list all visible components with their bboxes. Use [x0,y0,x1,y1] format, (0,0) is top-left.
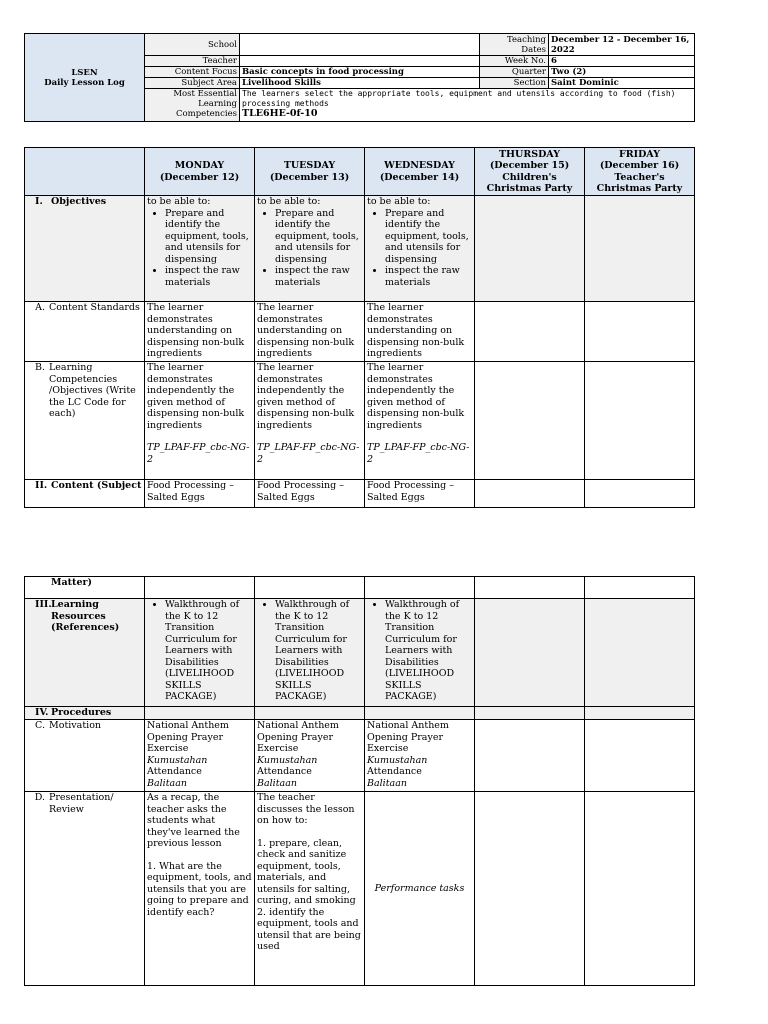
daily-lesson-log-title: Daily Lesson Log [44,77,125,88]
motivation-label: Motivation [49,720,102,731]
content-standards-friday [585,302,695,362]
procedures-thursday [475,707,585,720]
objectives-tuesday: to be able to: • Prepare and identify the equipment, tools, and utensils for dispensing • inspect the raw materials [255,196,365,302]
resources-wednesday: • Walkthrough of the K to 12 Transition Curriculum for Learners with Disabilities (LIVELIHOOD SKILLS PACKAGE) [365,599,475,707]
content-standards-thursday [475,302,585,362]
mec-label-line2: Learning [198,99,237,109]
content-tuesday: Food Processing – Salted Eggs [255,480,365,508]
quarter-label: Quarter [480,67,549,78]
presentation-tuesday: The teacher discusses the lesson on how to: 1. prepare, clean, check and sanitize equipment, tools, materials, and utensils for salting, curing, and smoking 2. identify the equipment, tools and utensil that are being used [255,792,365,986]
content-friday [585,480,695,508]
motivation-wednesday: National Anthem Opening Prayer Exercise Kumustahan Attendance Balitaan [365,720,475,792]
learning-competencies-label: Learning Competencies /Objectives (Write the LC Code for each) [49,362,136,419]
content-label-continued: Matter) [25,577,145,599]
day-header-friday: FRIDAY (December 16) Teacher's Christmas Party [585,148,695,196]
objectives-monday: to be able to: • Prepare and identify the equipment, tools, and utensils for dispensing • inspect the raw materials [145,196,255,302]
learning-competencies-tuesday: The learner demonstrates independently the given method of dispensing non-bulk ingredients TP_LPAF-FP_cbc-NG-2 [255,362,365,480]
objectives-wednesday: to be able to: • Prepare and identify the equipment, tools, and utensils for dispensing • inspect the raw materials [365,196,475,302]
learning-competencies-monday: The learner demonstrates independently the given method of dispensing non-bulk ingredients TP_LPAF-FP_cbc-NG-2 [145,362,255,480]
teacher-value [240,56,480,67]
motivation-tuesday: National Anthem Opening Prayer Exercise Kumustahan Attendance Balitaan [255,720,365,792]
objectives-thursday [475,196,585,302]
mec-code: TLE6HE-0f-10 [242,108,318,119]
content-standards-label-cell: A. Content Standards [25,302,145,362]
motivation-monday: National Anthem Opening Prayer Exercise Kumustahan Attendance Balitaan [145,720,255,792]
lesson-table-page-1 [24,147,695,508]
content-thursday [475,480,585,508]
corner-cell [25,148,145,196]
objectives-friday [585,196,695,302]
week-label: Week No. [480,56,549,67]
section-value: Saint Dominic [549,78,695,89]
content-cont-monday [145,577,255,599]
day-header-tuesday: TUESDAY (December 13) [255,148,365,196]
procedures-tuesday [255,707,365,720]
section-label: Section [480,78,549,89]
presentation-label: Presentation/ Review [49,792,114,815]
content-label: Content (Subject [51,480,142,491]
header-table [24,33,695,122]
teaching-dates-label: Teaching Dates [480,34,549,56]
lesson-table-page-2 [24,576,695,986]
resources-friday [585,599,695,707]
content-standards-tuesday: The learner demonstrates understanding on dispensing non-bulk ingredients [255,302,365,362]
mec-label-line1: Most Essential [173,89,237,99]
lsen-title-cell [25,34,145,122]
learning-competencies-wednesday: The learner demonstrates independently the given method of dispensing non-bulk ingredients TP_LPAF-FP_cbc-NG-2 [365,362,475,480]
content-monday: Food Processing – Salted Eggs [145,480,255,508]
resources-label-cell: III. Learning Resources (References) [25,599,145,707]
resources-tuesday: • Walkthrough of the K to 12 Transition Curriculum for Learners with Disabilities (LIVELIHOOD SKILLS PACKAGE) [255,599,365,707]
learning-competencies-thursday [475,362,585,480]
lsen-title: LSEN [71,67,98,78]
presentation-thursday [475,792,585,986]
day-header-wednesday: WEDNESDAY (December 14) [365,148,475,196]
mec-value: The learners select the appropriate tools, equipment and utensils according to food (fish) processing methods [242,89,676,108]
school-label: School [145,34,240,56]
presentation-wednesday: Performance tasks [365,792,475,986]
content-cont-tuesday [255,577,365,599]
objectives-label-cell: I. Objectives [25,196,145,302]
procedures-wednesday [365,707,475,720]
learning-competencies-friday [585,362,695,480]
motivation-friday [585,720,695,792]
content-wednesday: Food Processing – Salted Eggs [365,480,475,508]
content-cont-wednesday [365,577,475,599]
motivation-label-cell: C. Motivation [25,720,145,792]
procedures-friday [585,707,695,720]
procedures-label-cell: IV. Procedures [25,707,145,720]
motivation-thursday [475,720,585,792]
presentation-label-cell: D. Presentation/ Review [25,792,145,986]
content-focus-label: Content Focus [145,67,240,78]
learning-competencies-label-cell: B. Learning Competencies /Objectives (Write the LC Code for each) [25,362,145,480]
mec-label [145,89,240,122]
resources-monday: • Walkthrough of the K to 12 Transition Curriculum for Learners with Disabilities (LIVELIHOOD SKILLS PACKAGE) [145,599,255,707]
school-value [240,34,480,56]
procedures-monday [145,707,255,720]
content-standards-monday: The learner demonstrates understanding on dispensing non-bulk ingredients [145,302,255,362]
teacher-label: Teacher [145,56,240,67]
objectives-label: Objectives [51,196,107,207]
presentation-monday: As a recap, the teacher asks the students what they've learned the previous lesson 1. What are the equipment, tools, and utensils that you are going to prepare and identify each? [145,792,255,986]
teaching-dates-value: December 12 - December 16, 2022 [549,34,695,56]
content-label-cell: II. Content (Subject [25,480,145,508]
day-header-monday: MONDAY (December 12) [145,148,255,196]
presentation-friday [585,792,695,986]
mec-value-cell [240,89,695,122]
day-header-thursday: THURSDAY (December 15) Children's Christmas Party [475,148,585,196]
content-standards-label: Content Standards [49,302,140,313]
subject-area-label: Subject Area [145,78,240,89]
content-standards-wednesday: The learner demonstrates understanding on dispensing non-bulk ingredients [365,302,475,362]
mec-label-line3: Competencies [176,109,237,119]
quarter-value: Two (2) [549,67,695,78]
content-focus-value: Basic concepts in food processing [240,67,480,78]
procedures-label: Procedures [51,707,112,718]
content-cont-friday [585,577,695,599]
week-value: 6 [549,56,695,67]
resources-label: Learning Resources (References) [51,599,120,633]
content-cont-thursday [475,577,585,599]
resources-thursday [475,599,585,707]
subject-area-value: Livelihood Skills [240,78,480,89]
